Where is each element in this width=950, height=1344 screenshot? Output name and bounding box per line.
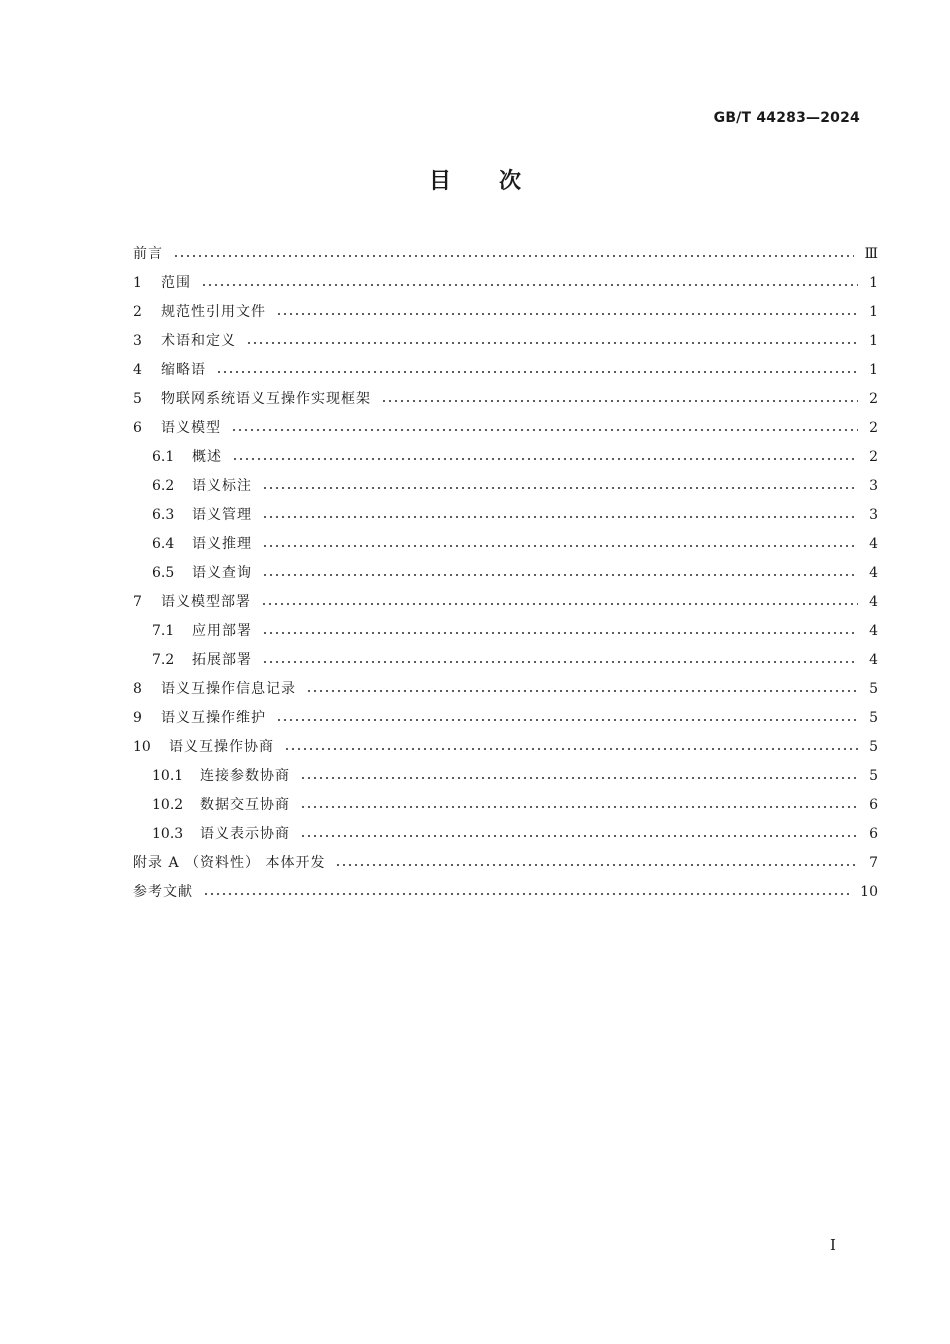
toc-entry-label: 范围 — [161, 275, 191, 291]
toc-entry-label: 语义表示协商 — [200, 826, 290, 842]
toc-dot-leader — [216, 371, 858, 373]
toc-entry[interactable] — [133, 878, 878, 907]
toc-entry-number: 6.2 — [152, 478, 175, 494]
toc-entry-label: 语义互操作信息记录 — [161, 681, 296, 697]
toc-dot-leader — [262, 632, 858, 634]
toc-entry-number: 6.1 — [152, 449, 175, 465]
toc-entry[interactable] — [133, 298, 878, 327]
toc-dot-leader — [232, 458, 858, 460]
toc-entry-label: 语义互操作维护 — [161, 710, 266, 726]
toc-entry[interactable] — [133, 646, 878, 675]
toc-entry-label: 参考文献 — [133, 884, 193, 900]
toc-entry-page: 1 — [869, 304, 878, 320]
toc-dot-leader — [381, 400, 858, 402]
toc-entry-label: 术语和定义 — [161, 333, 236, 349]
toc-entry[interactable] — [133, 443, 878, 472]
toc-dot-leader — [306, 690, 858, 692]
toc-entry[interactable] — [133, 762, 878, 791]
toc-dot-leader — [262, 661, 858, 663]
toc-entry[interactable] — [133, 240, 878, 269]
toc-entry-number: 5 — [133, 391, 142, 407]
toc-entry-page: 4 — [869, 565, 878, 581]
toc-dot-leader — [300, 835, 858, 837]
toc-entry[interactable] — [133, 849, 878, 878]
toc-entry-number: 10.2 — [152, 797, 184, 813]
toc-entry[interactable] — [133, 820, 878, 849]
toc-entry-label: 语义管理 — [192, 507, 252, 523]
toc-entry-page: 6 — [869, 826, 878, 842]
table-of-contents — [133, 240, 878, 907]
toc-entry[interactable] — [133, 385, 878, 414]
toc-entry-label: 语义模型部署 — [161, 594, 251, 610]
toc-dot-leader — [300, 777, 858, 779]
toc-entry-label: 语义互操作协商 — [169, 739, 274, 755]
toc-dot-leader — [262, 574, 858, 576]
toc-entry-page: 4 — [869, 594, 878, 610]
toc-entry-page: 2 — [869, 449, 878, 465]
toc-entry-page: 4 — [869, 536, 878, 552]
toc-dot-leader — [335, 864, 858, 866]
toc-entry[interactable] — [133, 791, 878, 820]
toc-dot-leader — [173, 255, 854, 257]
toc-entry-label: 语义查询 — [192, 565, 252, 581]
toc-entry-label: 拓展部署 — [192, 652, 252, 668]
toc-entry[interactable] — [133, 414, 878, 443]
toc-entry-page: 5 — [869, 768, 878, 784]
toc-entry-number: 7.2 — [152, 652, 175, 668]
toc-dot-leader — [231, 429, 858, 431]
toc-entry-number: 3 — [133, 333, 142, 349]
toc-entry-page: 2 — [869, 420, 878, 436]
toc-entry-label: 连接参数协商 — [200, 768, 290, 784]
toc-entry-page: 5 — [869, 710, 878, 726]
toc-dot-leader — [276, 313, 858, 315]
toc-entry-page: 4 — [869, 652, 878, 668]
toc-entry-page: 5 — [869, 739, 878, 755]
toc-entry-page: 5 — [869, 681, 878, 697]
toc-entry[interactable] — [133, 269, 878, 298]
toc-entry-page: 1 — [869, 362, 878, 378]
toc-entry-number: 1 — [133, 275, 142, 291]
toc-entry[interactable] — [133, 501, 878, 530]
toc-entry-page: 3 — [869, 507, 878, 523]
toc-entry-page: 4 — [869, 623, 878, 639]
toc-entry-number: 6 — [133, 420, 142, 436]
toc-entry-page: Ⅲ — [864, 246, 878, 262]
toc-entry-number: 10.1 — [152, 768, 184, 784]
toc-entry-label: 附录 A （资料性） 本体开发 — [133, 855, 326, 871]
toc-entry[interactable] — [133, 472, 878, 501]
toc-dot-leader — [284, 748, 858, 750]
toc-entry-number: 6.3 — [152, 507, 175, 523]
toc-entry-page: 7 — [869, 855, 878, 871]
toc-entry[interactable] — [133, 704, 878, 733]
toc-dot-leader — [246, 342, 858, 344]
toc-entry-number: 4 — [133, 362, 142, 378]
toc-entry-page: 1 — [869, 333, 878, 349]
toc-entry-label: 语义标注 — [192, 478, 252, 494]
toc-entry[interactable] — [133, 559, 878, 588]
toc-dot-leader — [262, 487, 858, 489]
toc-entry-page: 2 — [869, 391, 878, 407]
toc-entry[interactable] — [133, 733, 878, 762]
toc-entry[interactable] — [133, 588, 878, 617]
toc-entry-label: 缩略语 — [161, 362, 206, 378]
toc-entry-number: 9 — [133, 710, 142, 726]
toc-entry-number: 10.3 — [152, 826, 184, 842]
toc-entry-label: 数据交互协商 — [200, 797, 290, 813]
toc-entry-number: 7 — [133, 594, 142, 610]
toc-entry-number: 6.4 — [152, 536, 175, 552]
toc-entry[interactable] — [133, 530, 878, 559]
toc-dot-leader — [261, 603, 858, 605]
toc-entry[interactable] — [133, 327, 878, 356]
toc-entry-page: 10 — [860, 884, 878, 900]
toc-entry-label: 语义模型 — [161, 420, 221, 436]
toc-entry-label: 物联网系统语义互操作实现框架 — [161, 391, 371, 407]
toc-dot-leader — [262, 545, 858, 547]
toc-entry[interactable] — [133, 675, 878, 704]
toc-entry-page: 6 — [869, 797, 878, 813]
toc-entry-label: 概述 — [192, 449, 222, 465]
toc-dot-leader — [300, 806, 858, 808]
toc-entry[interactable] — [133, 356, 878, 385]
toc-entry[interactable] — [133, 617, 878, 646]
toc-entry-label: 应用部署 — [192, 623, 252, 639]
toc-entry-number: 8 — [133, 681, 142, 697]
toc-entry-page: 1 — [869, 275, 878, 291]
toc-dot-leader — [262, 516, 858, 518]
toc-title: 目次 — [428, 169, 569, 194]
toc-entry-number: 6.5 — [152, 565, 175, 581]
toc-entry-label: 规范性引用文件 — [161, 304, 266, 320]
toc-entry-page: 3 — [869, 478, 878, 494]
toc-entry-label: 语义推理 — [192, 536, 252, 552]
standard-code: GB/T 44283—2024 — [713, 110, 860, 126]
toc-entry-label: 前言 — [133, 246, 163, 262]
toc-dot-leader — [276, 719, 858, 721]
toc-entry-number: 7.1 — [152, 623, 175, 639]
toc-dot-leader — [201, 284, 858, 286]
toc-entry-number: 2 — [133, 304, 142, 320]
page-number: Ⅰ — [830, 1236, 836, 1254]
toc-entry-number: 10 — [133, 739, 151, 755]
toc-dot-leader — [203, 893, 850, 895]
